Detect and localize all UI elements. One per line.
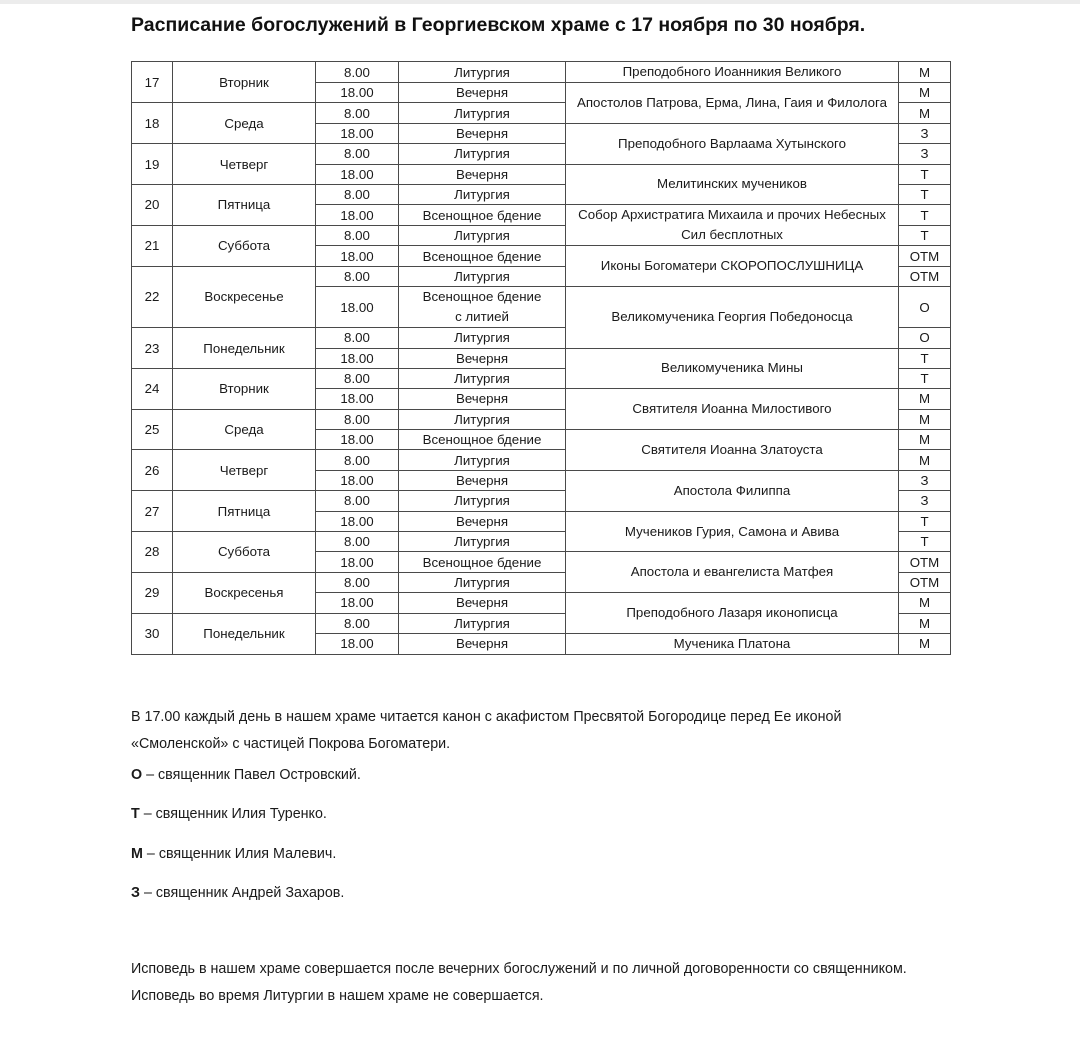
priest-cell: ОТМ: [899, 266, 951, 286]
priest-cell: Т: [899, 184, 951, 204]
feast-cell: Святителя Иоанна Милостивого: [566, 389, 899, 430]
weekday-cell: Четверг: [173, 144, 316, 185]
feast-cell: Преподобного Варлаама Хутынского: [566, 123, 899, 164]
service-cell: Вечерня: [399, 348, 566, 368]
feast-cell: Мелитинских мучеников: [566, 164, 899, 205]
time-cell: 8.00: [316, 103, 399, 123]
legend-item-m: [131, 841, 336, 868]
service-cell: Литургия: [399, 225, 566, 246]
service-cell: Литургия: [399, 62, 566, 83]
date-cell: 28: [132, 532, 173, 573]
feast-cell: Апостола Филиппа: [566, 470, 899, 511]
service-cell: Всенощное бдение: [399, 552, 566, 572]
time-cell: 18.00: [316, 164, 399, 184]
service-cell: Вечерня: [399, 511, 566, 531]
priest-cell: ОТМ: [899, 552, 951, 572]
feast-cell: Святителя Иоанна Златоуста: [566, 430, 899, 471]
service-cell: Всенощное бдение: [399, 246, 566, 266]
service-cell: Вечерня: [399, 633, 566, 654]
date-cell: 24: [132, 368, 173, 409]
service-cell: [399, 287, 566, 328]
priest-cell: М: [899, 103, 951, 123]
legend-text: – священник Андрей Захаров.: [139, 885, 345, 901]
feast-cell: Апостола и евангелиста Матфея: [566, 552, 899, 593]
service-cell: Литургия: [399, 368, 566, 388]
time-cell: 8.00: [316, 368, 399, 388]
service-cell: Литургия: [399, 409, 566, 429]
service-cell: Вечерня: [399, 389, 566, 409]
service-cell: Литургия: [399, 144, 566, 164]
akathist-note: В 17.00 каждый день в нашем храме читается канон с акафистом Пресвятой Богородице перед Ее иконой «Смоленской» с частицей Покрова Богоматери.: [131, 709, 842, 752]
weekday-cell: Пятница: [173, 184, 316, 225]
time-cell: 18.00: [316, 470, 399, 490]
feast-cell: Преподобного Иоанникия Великого: [566, 62, 899, 83]
confession-note: Исповедь в нашем храме совершается после вечерних богослужений и по личной договоренности со священником. Исповедь во время Литургии в нашем храме не совершается.: [131, 961, 907, 1004]
feast-cell: Иконы Богоматери СКОРОПОСЛУШНИЦА: [566, 246, 899, 287]
priest-cell: З: [899, 470, 951, 490]
date-cell: 19: [132, 144, 173, 185]
feast-cell: Преподобного Лазаря иконописца: [566, 593, 899, 634]
service-cell: Литургия: [399, 532, 566, 552]
time-cell: 8.00: [316, 144, 399, 164]
time-cell: 8.00: [316, 613, 399, 633]
time-cell: 8.00: [316, 184, 399, 204]
time-cell: 8.00: [316, 409, 399, 429]
date-cell: 21: [132, 225, 173, 266]
weekday-cell: Вторник: [173, 62, 316, 103]
service-cell: Всенощное бдение: [399, 205, 566, 225]
time-cell: 18.00: [316, 633, 399, 654]
weekday-cell: Суббота: [173, 225, 316, 266]
service-cell: Литургия: [399, 491, 566, 511]
priest-cell: О: [899, 287, 951, 328]
service-cell: Вечерня: [399, 593, 566, 613]
time-cell: 8.00: [316, 532, 399, 552]
priest-cell: Т: [899, 205, 951, 225]
feast-cell: Мучеников Гурия, Самона и Авива: [566, 511, 899, 552]
priest-cell: О: [899, 328, 951, 348]
priest-cell: М: [899, 62, 951, 83]
time-cell: 18.00: [316, 83, 399, 103]
feast-cell: Апостолов Патрова, Ерма, Лина, Гаия и Филолога: [566, 83, 899, 124]
weekday-cell: Среда: [173, 103, 316, 144]
feast-cell: Мученика Платона: [566, 633, 899, 654]
service-cell: Литургия: [399, 266, 566, 286]
time-cell: 8.00: [316, 266, 399, 286]
time-cell: 8.00: [316, 572, 399, 592]
service-cell: Вечерня: [399, 123, 566, 143]
priest-cell: З: [899, 144, 951, 164]
service-line-2: с литией: [455, 309, 509, 325]
service-cell: Литургия: [399, 328, 566, 348]
priest-cell: Т: [899, 225, 951, 246]
service-line-1: Всенощное бдение: [422, 289, 542, 305]
date-cell: 30: [132, 613, 173, 654]
page-title: Расписание богослужений в Георгиевском храме с 17 ноября по 30 ноября.: [131, 14, 866, 36]
legend-item-z: [131, 880, 344, 907]
priest-cell: Т: [899, 532, 951, 552]
time-cell: 18.00: [316, 511, 399, 531]
weekday-cell: Воскресенья: [173, 572, 316, 613]
priest-cell: ОТМ: [899, 572, 951, 592]
schedule-table: [131, 61, 951, 655]
legend-text: – священник Илия Туренко.: [139, 806, 327, 822]
date-cell: 22: [132, 266, 173, 327]
priest-cell: Т: [899, 348, 951, 368]
weekday-cell: Четверг: [173, 450, 316, 491]
legend-text: – священник Илия Малевич.: [142, 846, 337, 862]
weekday-cell: Вторник: [173, 368, 316, 409]
service-cell: Литургия: [399, 103, 566, 123]
top-edge: [0, 0, 1080, 4]
weekday-cell: Суббота: [173, 532, 316, 573]
date-cell: 18: [132, 103, 173, 144]
date-cell: 25: [132, 409, 173, 450]
date-cell: 27: [132, 491, 173, 532]
time-cell: 8.00: [316, 328, 399, 348]
feast-cell: Великомученика Георгия Победоносца: [566, 287, 899, 348]
legend-code: О: [131, 767, 143, 783]
weekday-cell: Воскресенье: [173, 266, 316, 327]
date-cell: 17: [132, 62, 173, 103]
service-cell: Вечерня: [399, 164, 566, 184]
priest-cell: ОТМ: [899, 246, 951, 266]
priest-cell: М: [899, 633, 951, 654]
service-cell: Литургия: [399, 613, 566, 633]
priest-cell: М: [899, 389, 951, 409]
priest-cell: Т: [899, 164, 951, 184]
priest-cell: М: [899, 450, 951, 470]
priest-cell: М: [899, 593, 951, 613]
feast-cell: Великомученика Мины: [566, 348, 899, 389]
priest-cell: М: [899, 83, 951, 103]
time-cell: 18.00: [316, 430, 399, 450]
time-cell: 18.00: [316, 246, 399, 266]
feast-cell: Собор Архистратига Михаила и прочих Небесных Сил бесплотных: [566, 205, 899, 246]
priest-cell: М: [899, 409, 951, 429]
service-cell: Литургия: [399, 572, 566, 592]
priest-cell: З: [899, 123, 951, 143]
date-cell: 26: [132, 450, 173, 491]
service-cell: Всенощное бдение: [399, 430, 566, 450]
legend-item-t: [131, 801, 327, 828]
legend-code: Т: [131, 806, 140, 822]
time-cell: 8.00: [316, 450, 399, 470]
priest-cell: М: [899, 430, 951, 450]
legend-item-o: [131, 762, 361, 789]
time-cell: 18.00: [316, 552, 399, 572]
service-cell: Литургия: [399, 184, 566, 204]
legend-code: З: [131, 885, 140, 901]
priest-cell: Т: [899, 368, 951, 388]
priest-cell: З: [899, 491, 951, 511]
weekday-cell: Понедельник: [173, 328, 316, 369]
priest-cell: Т: [899, 511, 951, 531]
time-cell: 18.00: [316, 348, 399, 368]
priest-cell: М: [899, 613, 951, 633]
date-cell: 23: [132, 328, 173, 369]
service-cell: Литургия: [399, 450, 566, 470]
legend-code: М: [131, 846, 143, 862]
time-cell: 18.00: [316, 287, 399, 328]
time-cell: 8.00: [316, 491, 399, 511]
time-cell: 8.00: [316, 225, 399, 246]
time-cell: 18.00: [316, 593, 399, 613]
table-row: [132, 62, 951, 83]
service-cell: Вечерня: [399, 83, 566, 103]
weekday-cell: Среда: [173, 409, 316, 450]
service-cell: Вечерня: [399, 470, 566, 490]
date-cell: 20: [132, 184, 173, 225]
weekday-cell: Понедельник: [173, 613, 316, 654]
time-cell: 18.00: [316, 389, 399, 409]
time-cell: 18.00: [316, 205, 399, 225]
weekday-cell: Пятница: [173, 491, 316, 532]
time-cell: 8.00: [316, 62, 399, 83]
date-cell: 29: [132, 572, 173, 613]
legend-text: – священник Павел Островский.: [142, 767, 361, 783]
time-cell: 18.00: [316, 123, 399, 143]
